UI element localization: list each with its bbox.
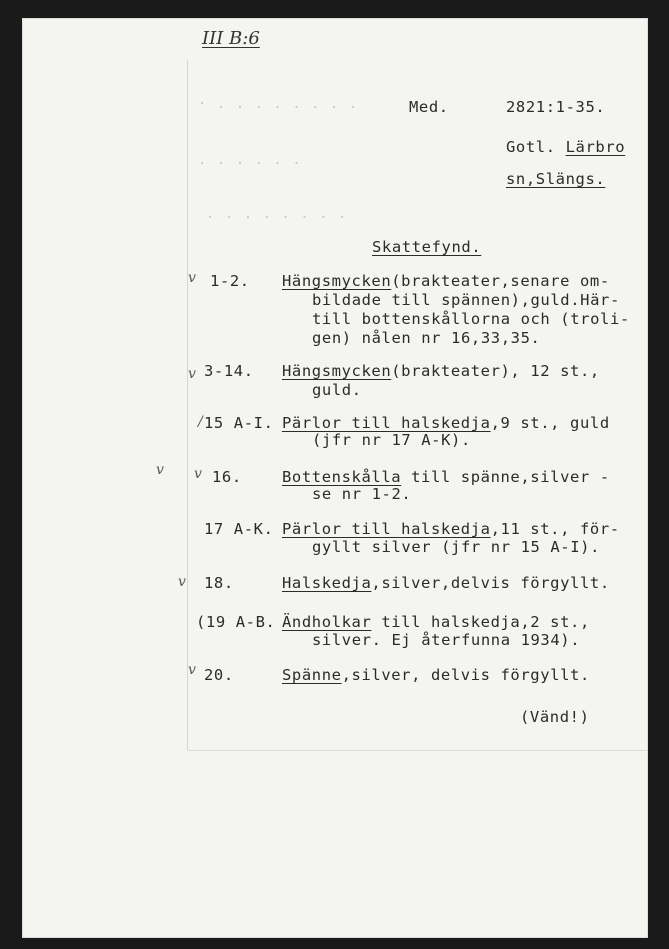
check-mark: v: [178, 574, 186, 590]
page-title: Skattefynd.: [372, 238, 482, 256]
entry-line: bildade till spännen),guld.Här-: [312, 291, 620, 309]
turn-page-note: (Vänd!): [520, 708, 590, 726]
catalog-number: 2821:1-35.: [506, 98, 606, 116]
entry-line: Bottenskålla till spänne,silver -: [282, 468, 610, 486]
entry-line: (jfr nr 17 A-K).: [312, 431, 471, 449]
check-mark: v: [188, 662, 196, 678]
museum-label: Med.: [409, 98, 449, 116]
entry-number: 18.: [204, 574, 234, 592]
check-mark: /: [198, 414, 203, 430]
check-mark: v: [188, 270, 196, 286]
location-farm: sn,Slängs.: [506, 170, 606, 188]
entry-line: gen) nålen nr 16,33,35.: [312, 329, 541, 347]
entry-number: 1-2.: [210, 272, 250, 290]
entry-line: se nr 1-2.: [312, 485, 412, 503]
entry-line: Spänne,silver, delvis förgyllt.: [282, 666, 590, 684]
show-through-text: · . . . . . . . .: [198, 96, 359, 112]
entry-number: 17 A-K.: [204, 520, 274, 538]
entry-line: Hängsmycken(brakteater,senare om-: [282, 272, 610, 290]
entry-number: (19 A-B.: [196, 613, 276, 631]
margin-line: [187, 60, 188, 750]
entry-number: 3-14.: [204, 362, 254, 380]
location-parish: Gotl. Lärbro: [506, 138, 626, 156]
entry-line: Pärlor till halskedja,9 st., guld: [282, 414, 610, 432]
entry-number: 16.: [212, 468, 242, 486]
entry-line: silver. Ej återfunna 1934).: [312, 631, 581, 649]
check-mark: v: [188, 366, 196, 382]
show-through-text: . . . . . . . .: [206, 206, 348, 222]
check-mark: v: [156, 462, 164, 478]
entry-line: Ändholkar till halskedja,2 st.,: [282, 613, 590, 631]
check-mark: v: [194, 466, 202, 482]
entry-line: guld.: [312, 381, 362, 399]
entry-number: 15 A-I.: [204, 414, 274, 432]
bottom-line: [187, 750, 647, 751]
entry-line: Hängsmycken(brakteater), 12 st.,: [282, 362, 600, 380]
entry-line: gyllt silver (jfr nr 15 A-I).: [312, 538, 601, 556]
entry-line: Pärlor till halskedja,11 st., för-: [282, 520, 620, 538]
entry-line: Halskedja,silver,delvis förgyllt.: [282, 574, 610, 592]
entry-line: till bottenskållorna och (troli-: [312, 310, 630, 328]
show-through-text: . . . . . .: [198, 152, 302, 168]
entry-number: 20.: [204, 666, 234, 684]
shelfmark: III B:6: [202, 28, 260, 49]
